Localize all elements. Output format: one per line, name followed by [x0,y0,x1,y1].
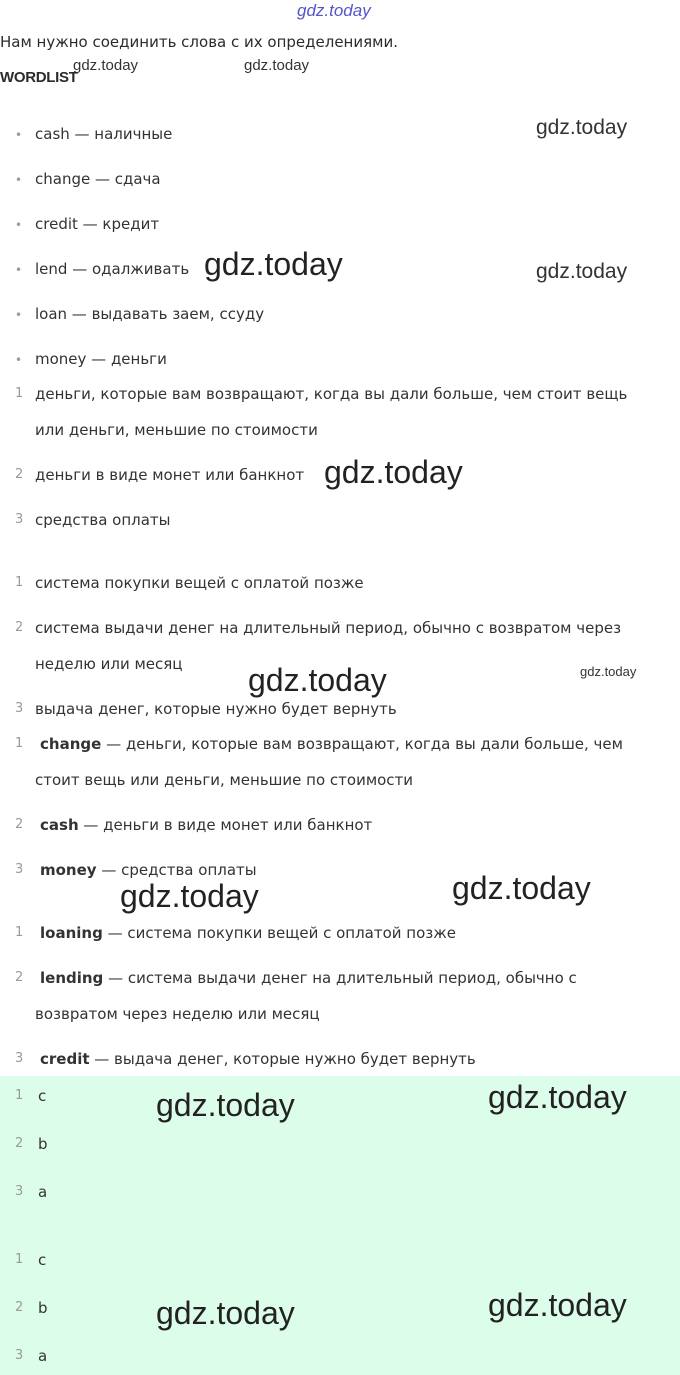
bullet-icon: • [15,308,23,322]
watermark: gdz.today [488,1079,627,1115]
bullet-icon: • [15,263,23,277]
watermark: gdz.today [324,454,463,490]
watermark: gdz.today [452,870,591,906]
watermark: gdz.today [580,664,637,679]
watermark-top: gdz.today [297,1,371,20]
bullet-icon: • [15,173,23,187]
bullet-icon: • [15,128,23,142]
wordlist-heading: WORDLIST [0,69,78,86]
watermark: gdz.today [488,1287,627,1323]
bullet-icon: • [15,218,23,232]
answer-panel [0,1076,680,1375]
watermark: gdz.today [120,878,259,914]
watermark: gdz.today [244,57,310,74]
bullet-icon: • [15,353,23,367]
watermark: gdz.today [204,246,343,282]
watermark: gdz.today [156,1087,295,1123]
watermark: gdz.today [536,260,628,283]
watermark: gdz.today [156,1295,295,1331]
watermark: gdz.today [536,116,628,139]
watermark: gdz.today [73,57,139,74]
watermark: gdz.today [248,662,387,698]
intro-text: Нам нужно соединить слова с их определениями. [0,33,398,51]
